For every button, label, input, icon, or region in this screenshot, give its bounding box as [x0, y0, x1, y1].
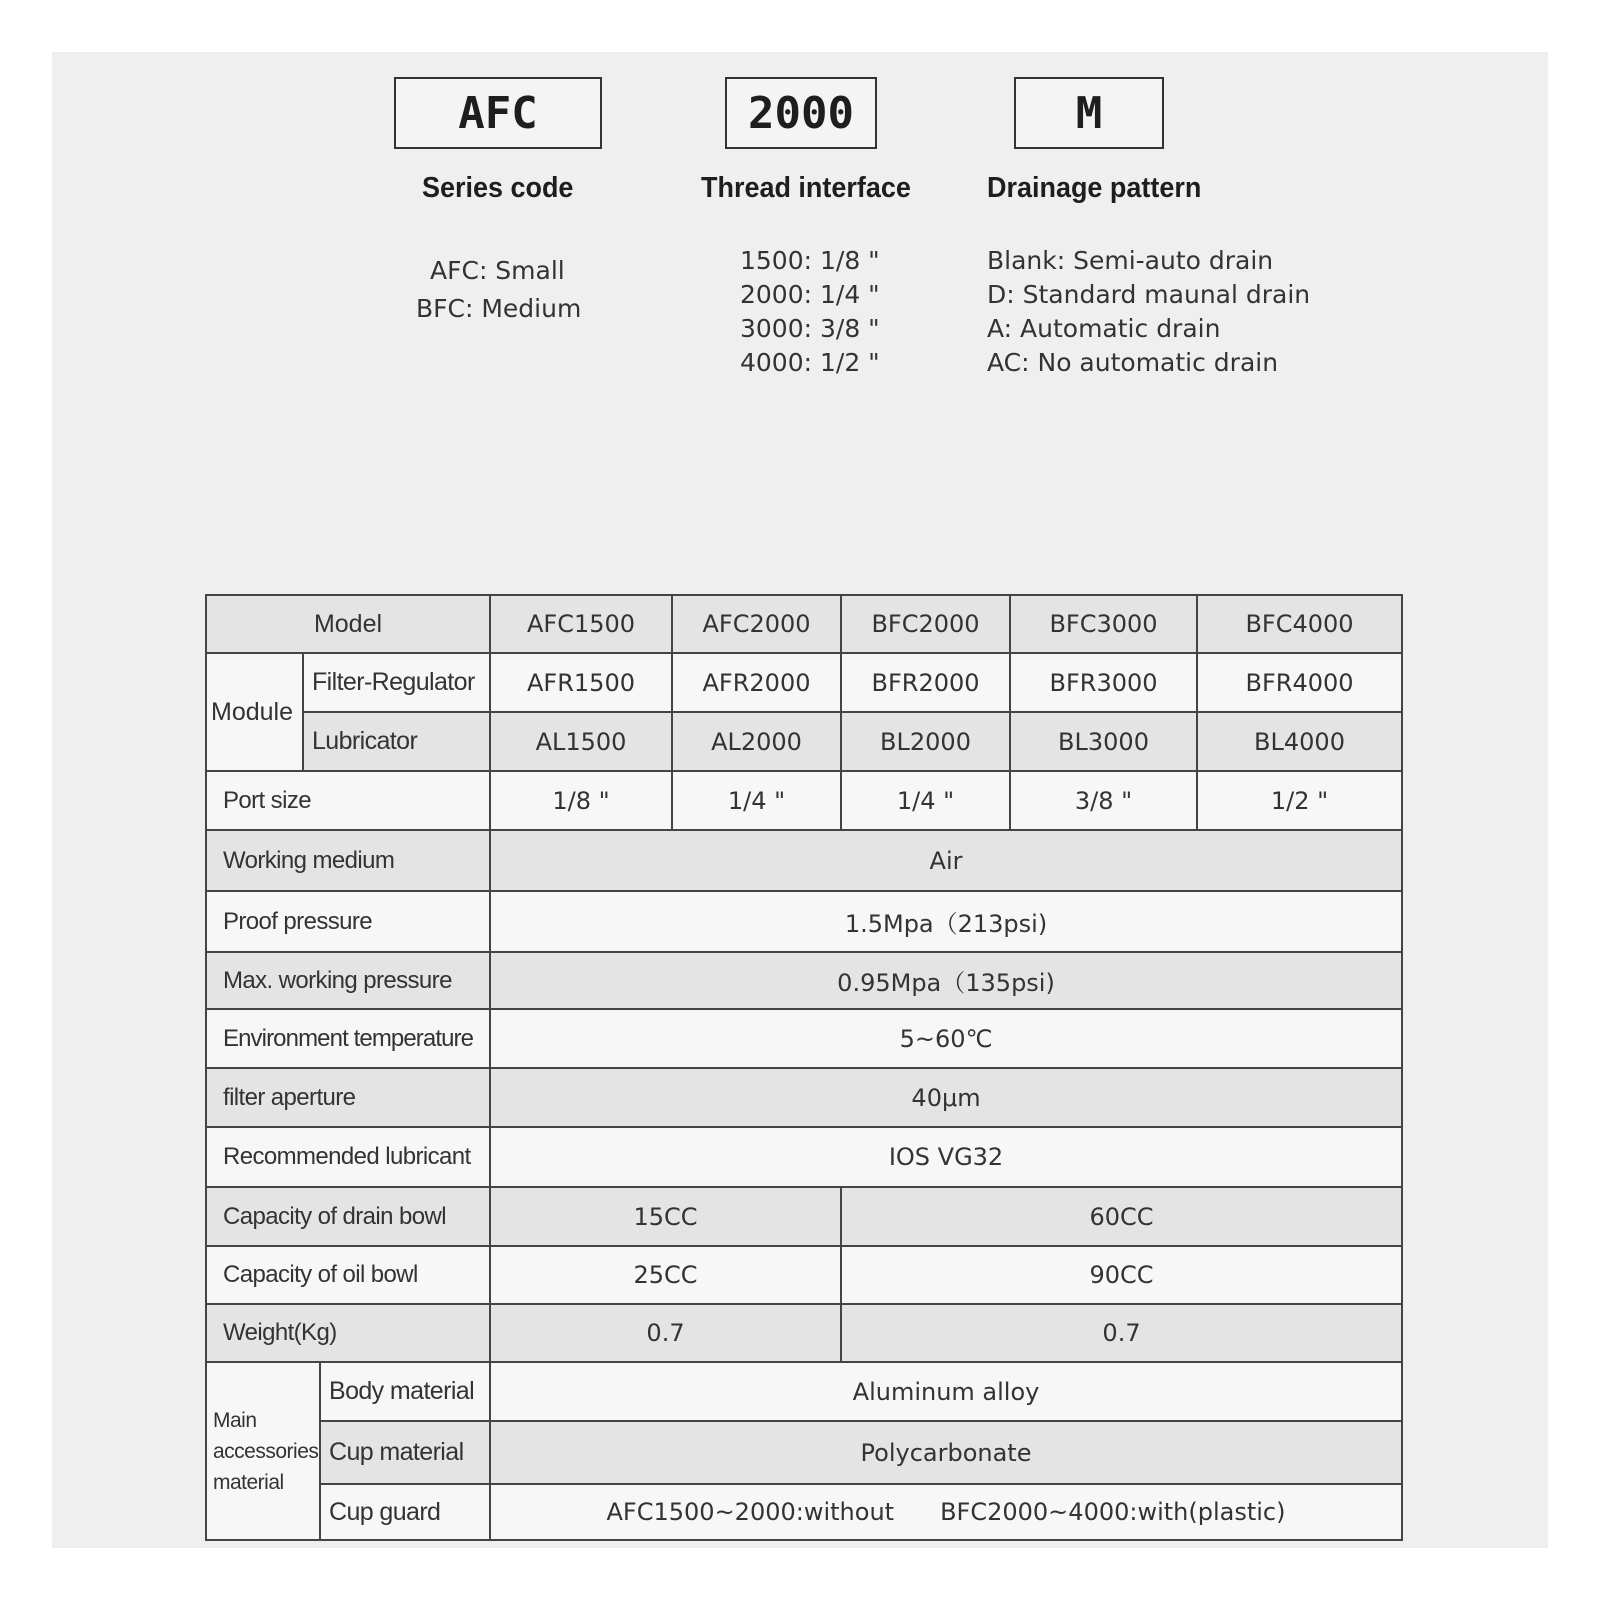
table-row — [206, 952, 1402, 1009]
port-size-label-cell: Port size — [206, 771, 490, 830]
table-row — [206, 1421, 1402, 1484]
thread-interface-heading: Thread interface — [701, 172, 911, 204]
oil-bowl-cell: 25CC — [490, 1246, 841, 1304]
drainage-code-box: M — [1014, 77, 1164, 149]
cup-guard-afc-text: AFC1500~2000:without — [606, 1498, 895, 1526]
table-row — [206, 595, 1402, 653]
filter-aperture-cell: 40μm — [490, 1068, 1402, 1127]
filter-regulator-cell: BFR2000 — [841, 653, 1010, 712]
filter-regulator-cell: AFR1500 — [490, 653, 672, 712]
cup-guard-bfc-text: BFC2000~4000:with(plastic) — [940, 1498, 1286, 1526]
port-size-cell: 1/8 " — [490, 771, 672, 830]
drainage-pattern-list — [987, 244, 1310, 380]
proof-pressure-cell: 1.5Mpa（213psi) — [490, 891, 1402, 952]
body-material-label-cell: Body material — [320, 1362, 490, 1421]
table-row — [206, 1127, 1402, 1187]
filter-aperture-label-cell: filter aperture — [206, 1068, 490, 1127]
series-code-heading: Series code — [422, 172, 574, 204]
accessories-label-cell: Main accessories material — [206, 1362, 320, 1540]
cup-material-cell: Polycarbonate — [490, 1421, 1402, 1484]
cup-guard-label-cell: Cup guard — [320, 1484, 490, 1540]
weight-cell: 0.7 — [490, 1304, 841, 1362]
env-temp-label-cell: Environment temperature — [206, 1009, 490, 1068]
table-row — [206, 891, 1402, 952]
series-code-line: BFC: Medium — [416, 294, 582, 323]
working-medium-cell: Air — [490, 830, 1402, 891]
model-label-cell: Model — [206, 595, 490, 653]
oil-bowl-label-cell: Capacity of oil bowl — [206, 1246, 490, 1304]
thread-interface-line: 2000: 1/4 " — [740, 280, 880, 309]
table-row — [206, 1484, 1402, 1540]
port-size-cell: 1/4 " — [841, 771, 1010, 830]
table-row — [206, 653, 1402, 712]
lubricant-label-cell: Recommended lubricant — [206, 1127, 490, 1187]
table-row — [206, 712, 1402, 771]
drainage-pattern-line: Blank: Semi-auto drain — [987, 246, 1274, 275]
model-cell: BFC3000 — [1010, 595, 1197, 653]
filter-regulator-cell: AFR2000 — [672, 653, 841, 712]
proof-pressure-label-cell: Proof pressure — [206, 891, 490, 952]
model-cell: AFC2000 — [672, 595, 841, 653]
drainage-pattern-line: AC: No automatic drain — [987, 348, 1279, 377]
lubricator-cell: AL1500 — [490, 712, 672, 771]
thread-interface-line: 4000: 1/2 " — [740, 348, 880, 377]
table-row — [206, 1009, 1402, 1068]
weight-cell: 0.7 — [841, 1304, 1402, 1362]
max-pressure-cell: 0.95Mpa（135psi) — [490, 952, 1402, 1009]
model-cell: AFC1500 — [490, 595, 672, 653]
lubricator-cell: BL2000 — [841, 712, 1010, 771]
port-size-cell: 3/8 " — [1010, 771, 1197, 830]
thread-interface-line: 3000: 3/8 " — [740, 314, 880, 343]
drainage-pattern-line: D: Standard maunal drain — [987, 280, 1311, 309]
filter-regulator-label-cell: Filter-Regulator — [303, 653, 490, 712]
drainage-pattern-heading: Drainage pattern — [987, 172, 1202, 204]
cup-guard-cell — [490, 1484, 1402, 1540]
lubricator-cell: AL2000 — [672, 712, 841, 771]
oil-bowl-cell: 90CC — [841, 1246, 1402, 1304]
table-row — [206, 1246, 1402, 1304]
lubricator-label-cell: Lubricator — [303, 712, 490, 771]
cup-material-label-cell: Cup material — [320, 1421, 490, 1484]
model-cell: BFC4000 — [1197, 595, 1402, 653]
module-label-cell: Module — [206, 653, 303, 771]
table-row — [206, 1068, 1402, 1127]
lubricator-cell: BL4000 — [1197, 712, 1402, 771]
filter-regulator-cell: BFR4000 — [1197, 653, 1402, 712]
thread-code-box: 2000 — [725, 77, 877, 149]
lubricant-cell: IOS VG32 — [490, 1127, 1402, 1187]
table-row — [206, 771, 1402, 830]
lubricator-cell: BL3000 — [1010, 712, 1197, 771]
working-medium-label-cell: Working medium — [206, 830, 490, 891]
thread-interface-line: 1500: 1/8 " — [740, 246, 880, 275]
port-size-cell: 1/2 " — [1197, 771, 1402, 830]
drainage-pattern-line: A: Automatic drain — [987, 314, 1221, 343]
table-row — [206, 1187, 1402, 1246]
model-cell: BFC2000 — [841, 595, 1010, 653]
drain-bowl-label-cell: Capacity of drain bowl — [206, 1187, 490, 1246]
table-row — [206, 1304, 1402, 1362]
env-temp-cell: 5~60℃ — [490, 1009, 1402, 1068]
spec-table — [205, 594, 1403, 1541]
weight-label-cell: Weight(Kg) — [206, 1304, 490, 1362]
table-row — [206, 1362, 1402, 1421]
series-code-list — [416, 252, 581, 328]
drain-bowl-cell: 15CC — [490, 1187, 841, 1246]
filter-regulator-cell: BFR3000 — [1010, 653, 1197, 712]
body-material-cell: Aluminum alloy — [490, 1362, 1402, 1421]
table-row — [206, 830, 1402, 891]
port-size-cell: 1/4 " — [672, 771, 841, 830]
series-code-line: AFC: Small — [430, 256, 565, 285]
drain-bowl-cell: 60CC — [841, 1187, 1402, 1246]
max-pressure-label-cell: Max. working pressure — [206, 952, 490, 1009]
series-code-box: AFC — [394, 77, 602, 149]
thread-interface-list — [740, 244, 880, 380]
